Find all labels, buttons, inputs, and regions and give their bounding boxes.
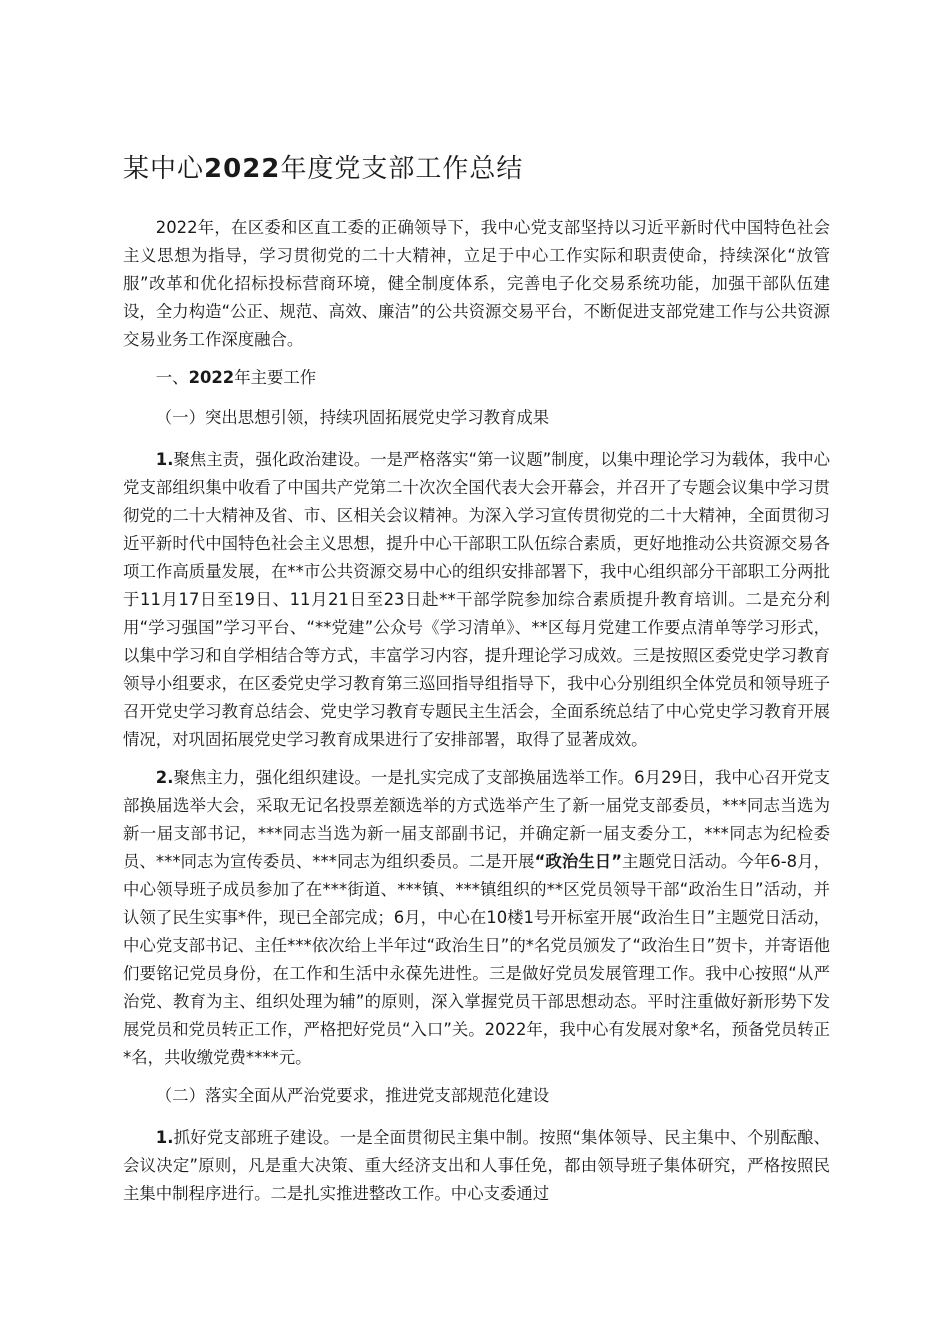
- section1-prefix: 一、: [155, 368, 189, 387]
- section-heading-1: [123, 364, 830, 392]
- subsection-heading-2: （二）落实全面从严治党要求，推进党支部规范化建设: [155, 1086, 550, 1105]
- paragraph-1-number: 1.: [155, 450, 174, 469]
- document-title: [123, 150, 830, 188]
- paragraph-1: [123, 446, 830, 754]
- paragraph-2-body-b: 主题党日活动。今年6-8月，中心领导班子成员参加了在***街道、***镇、***镇组织的**区党员领导干部“政治生日”活动，并认领了民生实事*件，现已全部完成；6月，中心在10楼1号开标室开展“政治生日”主题党日活动，中心党支部书记、主任***依次给上半年过“政治生日”的*名党员颁发了“政治生日”贺卡，并寄语他们要铭记党员身份，在工作和生活中永葆先进性。三是做好党员发展管理工作。我中心按照“从严治党、教育为主、组织处理为辅”的原则，深入掌握党员干部思想动态。平时注重做好新形势下发展党员和党员转正工作，严格把好党员“入口”关。2022年，我中心有发展对象*名，预备党员转正*名，共收缴党费****元。: [123, 852, 831, 1067]
- paragraph-2: [123, 764, 830, 1072]
- intro-paragraph: 2022年，在区委和区直工委的正确领导下，我中心党支部坚持以习近平新时代中国特色社会主义思想为指导，学习贯彻党的二十大精神，立足于中心工作实际和职责使命，持续深化“放管服”改革和优化招标投标营商环境，健全制度体系，完善电子化交易系统功能，加强干部队伍建设，全力构造“公正、规范、高效、廉洁”的公共资源交易平台，不断促进支部党建工作与公共资源交易业务工作深度融合。: [123, 218, 830, 349]
- paragraph-2-bold-term: “政治生日”: [534, 852, 623, 871]
- title-prefix: 某中心: [123, 154, 205, 184]
- section1-suffix: 年主要工作: [234, 368, 317, 387]
- subsection-heading-1: （一）突出思想引领，持续巩固拓展党史学习教育成果: [155, 408, 550, 427]
- paragraph-3-body: 抓好党支部班子建设。一是全面贯彻民主集中制。按照“集体领导、民主集中、个别酝酿、会议决定”原则，凡是重大决策、重大经济支出和人事任免，都由领导班子集体研究，严格按照民主集中制程序进行。二是扎实推进整改工作。中心支委通过: [123, 1128, 830, 1203]
- paragraph-3-number: 1.: [155, 1128, 174, 1147]
- paragraph-2-body-a: 聚焦主力，强化组织建设。一是扎实完成了支部换届选举工作。6月29日，我中心召开党支部换届选举大会，采取无记名投票差额选举的方式选举产生了新一届党支部委员，***同志当选为新一届支部书记，***同志当选为新一届支部副书记，并确定新一届支委分工，***同志为纪检委员、***同志为宣传委员、***同志为组织委员。二是开展: [123, 768, 830, 871]
- section1-year: 2022: [188, 368, 235, 387]
- paragraph-2-number: 2.: [155, 768, 174, 787]
- title-year: 2022: [204, 154, 281, 184]
- paragraph-3: [123, 1124, 830, 1208]
- title-suffix: 年度党支部工作总结: [280, 154, 524, 184]
- paragraph-1-body: 聚焦主责，强化政治建设。一是严格落实“第一议题”制度，以集中理论学习为载体，我中心党支部组织集中收看了中国共产党第二十次次全国代表大会开幕会，并召开了专题会议集中学习贯彻党的二十大精神及省、市、区相关会议精神。为深入学习宣传贯彻党的二十大精神，全面贯彻习近平新时代中国特色社会主义思想，提升中心干部职工队伍综合素质，更好地推动公共资源交易各项工作高质量发展，在**市公共资源交易中心的组织安排部署下，我中心组织部分干部职工分两批于11月17日至19日、11月21日至23日赴**干部学院参加综合素质提升教育培训。二是充分利用“学习强国”学习平台、“**党建”公众号《学习清单》、**区每月党建工作要点清单等学习形式，以集中学习和自学相结合等方式，丰富学习内容，提升理论学习成效。三是按照区委党史学习教育领导小组要求，在区委党史学习教育第三巡回指导组指导下，我中心分别组织全体党员和领导班子召开党史学习教育总结会、党史学习教育专题民主生活会，全面系统总结了中心党史学习教育开展情况，对巩固拓展党史学习教育成果进行了安排部署，取得了显著成效。: [123, 450, 830, 749]
